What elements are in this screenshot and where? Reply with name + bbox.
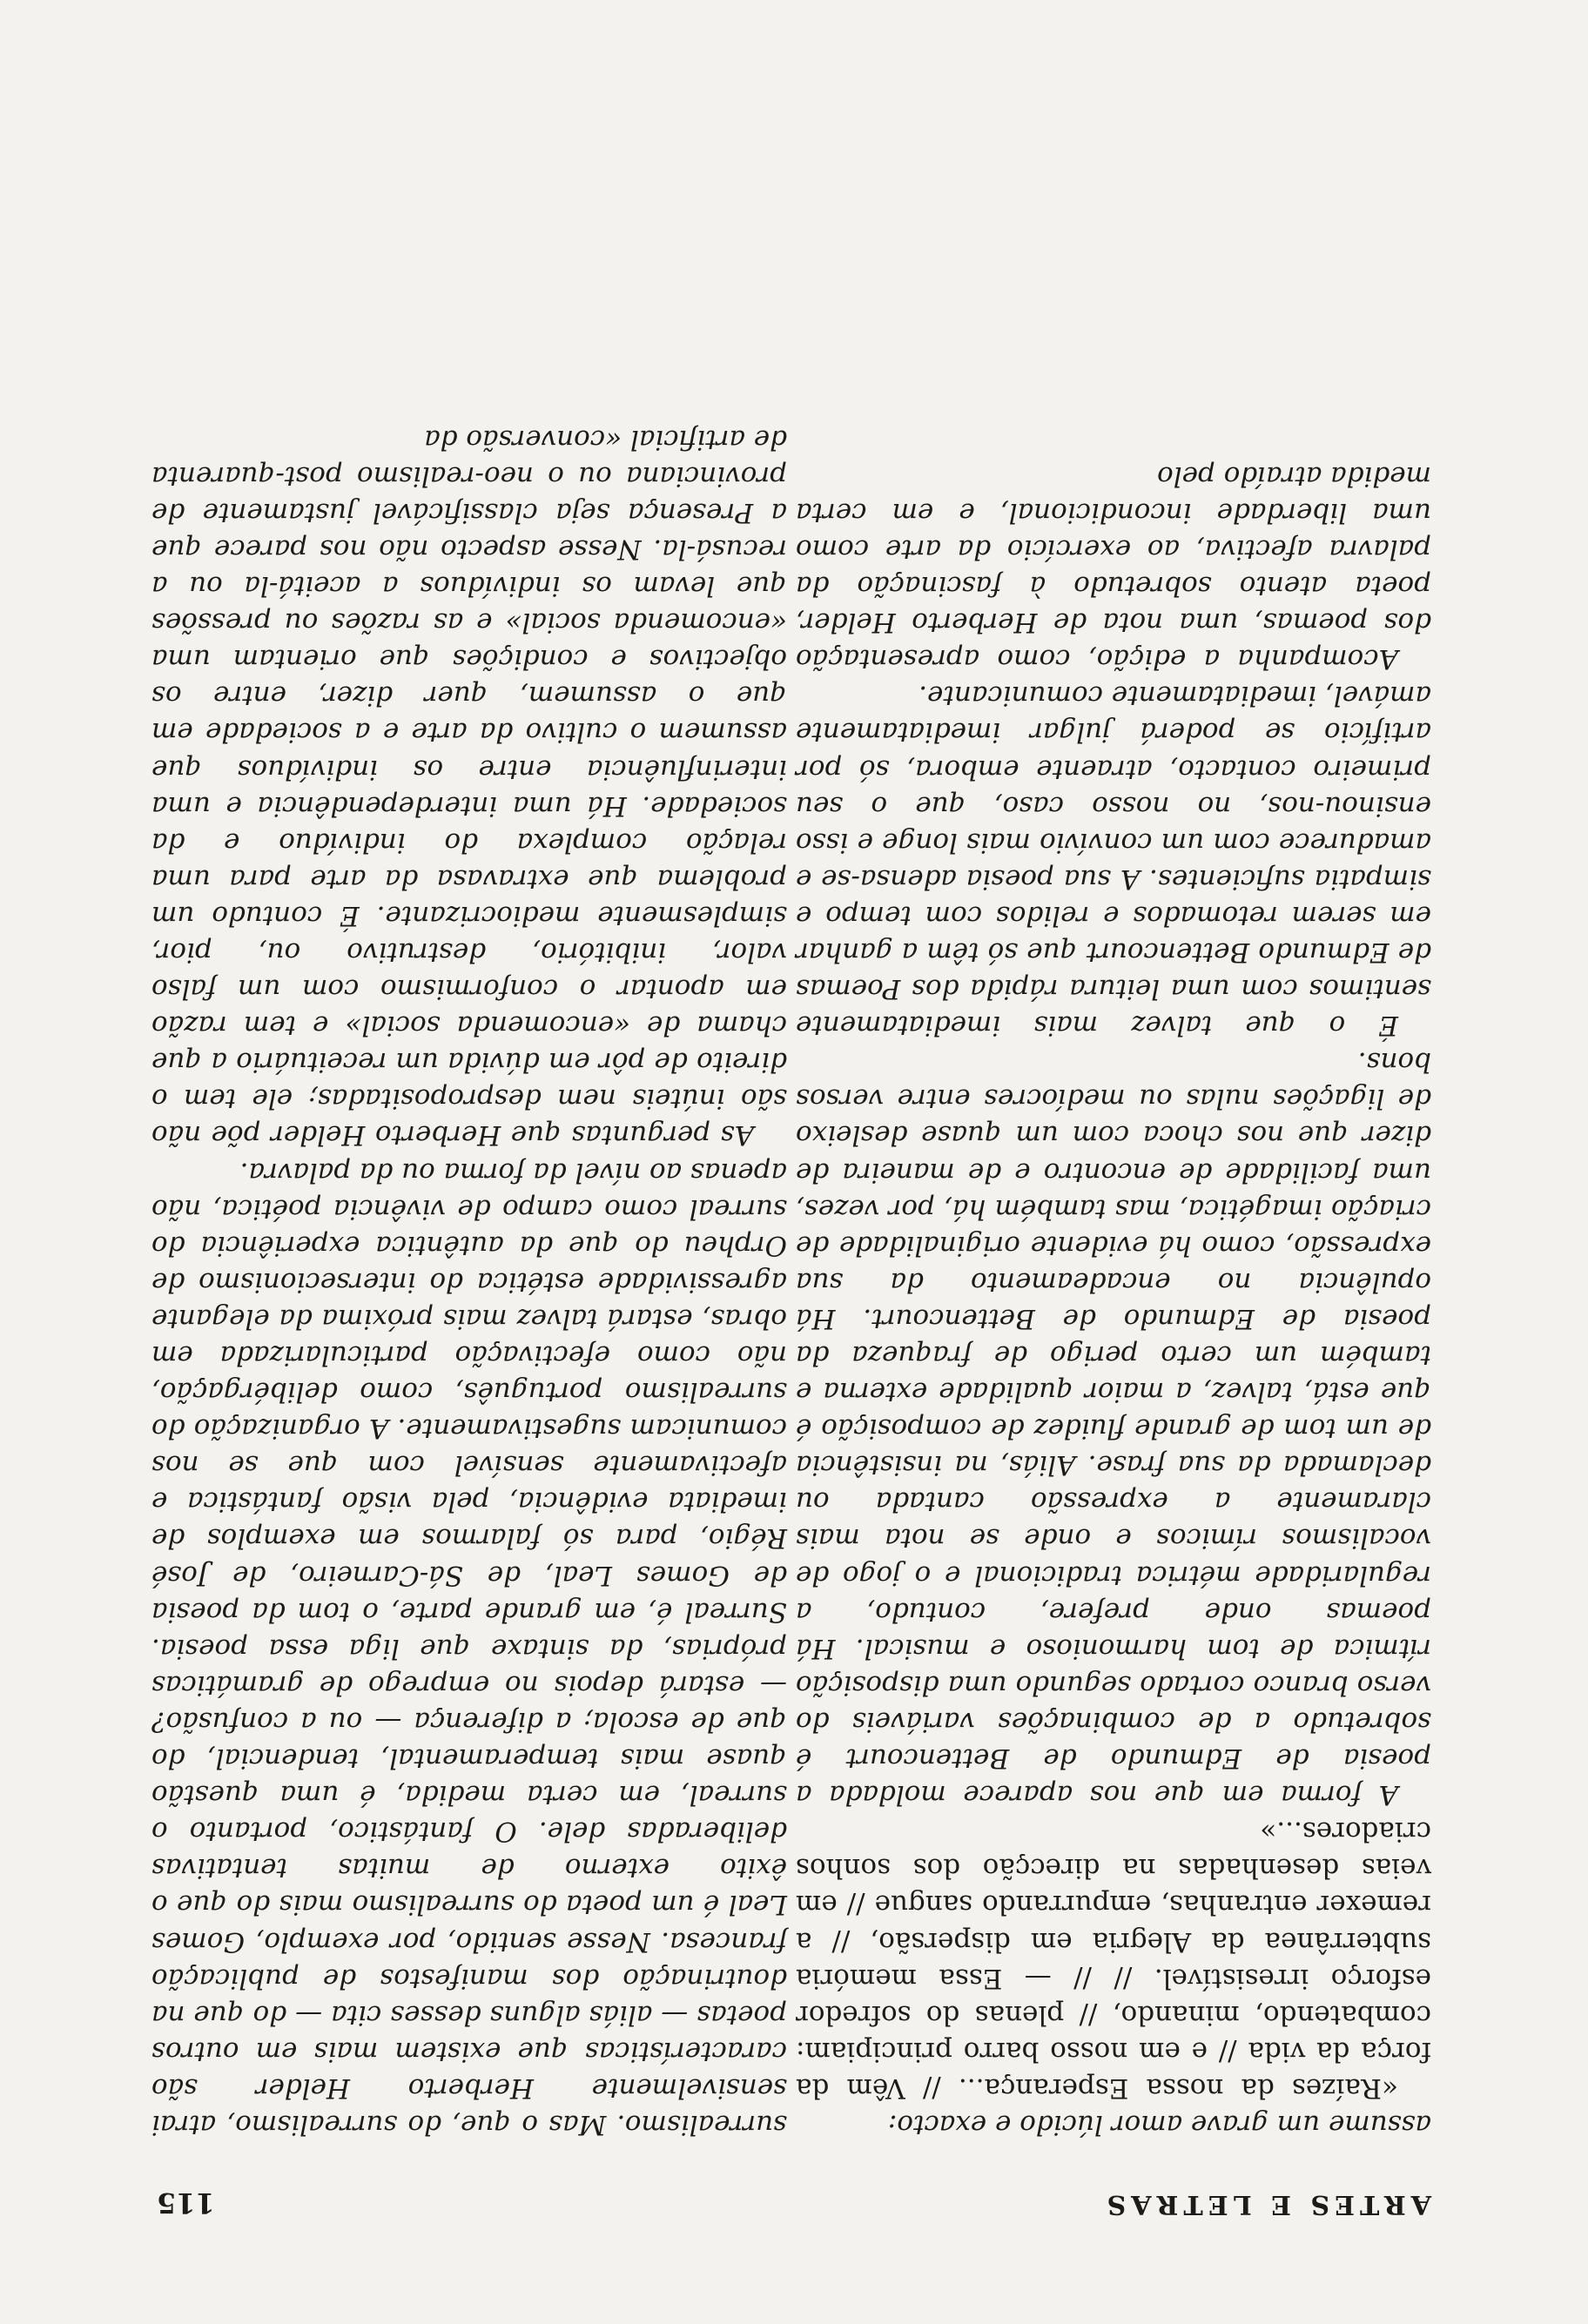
left-column [796,458,1431,2143]
paragraph-form: A forma em que nos aparece moldada a poesia de Edmundo de Bettencourt é sobretudo a de combinações variáveis do verso branco cortado segundo uma disposição rítmica de tom harmonioso e musical. Há poemas onde prefere, contudo, a regularidade métrica tradicional e o jogo de vocalismos rímicos e onde se nota mais claramente a expressão cantada ou declamada da sua frase. Aliás, na insistência de um tom de grande fluidez de composição é que está, talvez, a maior qualidade externa e também um certo perigo de fraqueza da poesia de Edmundo de Bettencourt. Há opulência no encadeamento da sua expressão, como há evidente originalidade de criação imagética, mas também há, por vezes, uma facilidade de encontro e de maneira de dizer que nos choca com um quase desleixo de ligações nulas ou medíocres entre versos bons. [796,1046,1431,1811]
page-number: 115 [157,2186,215,2220]
page-header [157,2167,1431,2220]
paragraph-reading: É o que talvez mais imediatamente sentimos com uma leitura rápida dos Poemas de Edmundo Bettencourt que só têm a ganhar em serem retomados e relidos com tempo e simpatia suficientes. A sua poesia adensa-se e amadurece com um convívio mais longe e isso ensinou-nos, no nosso caso, que o seu primeiro contacto, atraente embora, só por artifício se poderá julgar imediatamente amável, imediatamente comunicante. [796,680,1431,1042]
running-head: ARTES E LETRAS [1101,2189,1431,2220]
right-column [151,421,787,2143]
poem-quote: «Raízes da nossa Esperança... // Vêm da força da vida // e em nosso barro principiam: combatendo, minando, // plenas do sofredor esforço irresistível. // // — Essa memória subterrânea da Alegria em dispersão, // a remexer entranhas, empurrando sangue // em veias desenhadas na direcção dos sonhos criadores...» [796,1816,1431,2104]
paragraph-surrealism: surrealismo. Mas o que, do surrealismo, atrai sensivelmente Herberto Helder são características que existem mais em outros poetas — aliás alguns desses cita — do que na doutrinação dos manifestos de publicação francesa. Nesse sentido, por exemplo, Gomes Leal é um poeta do surrealismo mais do que o êxito externo de muitas tentativas deliberadas dele. O fantástico, portanto o surreal, em certa medida, é uma questão quase mais temperamental, tendencial, do que de escola; a diferença — ou a confusão? — estará depois no emprego de gramáticas próprias, da sintaxe que liga essa poesia. Surreal é, em grande parte, o tom da poesia de Gomes Leal, de Sá-Carneiro, de José Régio, para só falarmos em exemplos de imediata evidência, pela visão fantástica e afectivamente sensível com que se nos comunicam sugestivamente. A organização do surrealismo português, como delibérgação, não como efectivação particularizada em obras, estará talvez mais próxima da elegante agressividade estética do intersecionismo de Orpheu do que da autêntica experiência do surreal como campo de vivência poética, não apenas ao nível da forma ou da palavra. [151,1156,787,2140]
paragraph-questions: As perguntas que Herberto Helder põe não são inúteis nem despropositadas; ele tem o direito de pôr em dúvida um receituário a que chama de «encomenda social» e tem razão em apontar o conformismo com um falso valor, inibitório, destrutivo ou, pior, simplesmente mediocrizante. É contudo um problema que extravasa da arte para uma relação complexa do indivíduo e da sociedade. Há uma interdependência e uma interinfluência entre os indivíduos que assumem o cultivo da arte e a sociedade em que o assumem, quer dizer, entre os objectivos e condições que orientam uma «encomenda social» e as razões ou pressões que levam os indivíduos a aceitá-la ou a recusá-la. Nesse aspecto não nos parece que a Presença seja classificável justamente de provinciana ou o neo-realismo post-quarenta de artificial «conversão da [151,423,787,1152]
paragraph-intro: assume um grave amor lúcido e exacto: [887,2109,1431,2140]
paragraph-edition: Acompanha a edição, como apresentação dos poemas, uma nota de Herberto Helder, poeta atento sobretudo à fascinação da palavra afectiva, ao exercício da arte como uma liberdade incondicional, e em certa medida atraído pelo [796,460,1431,675]
